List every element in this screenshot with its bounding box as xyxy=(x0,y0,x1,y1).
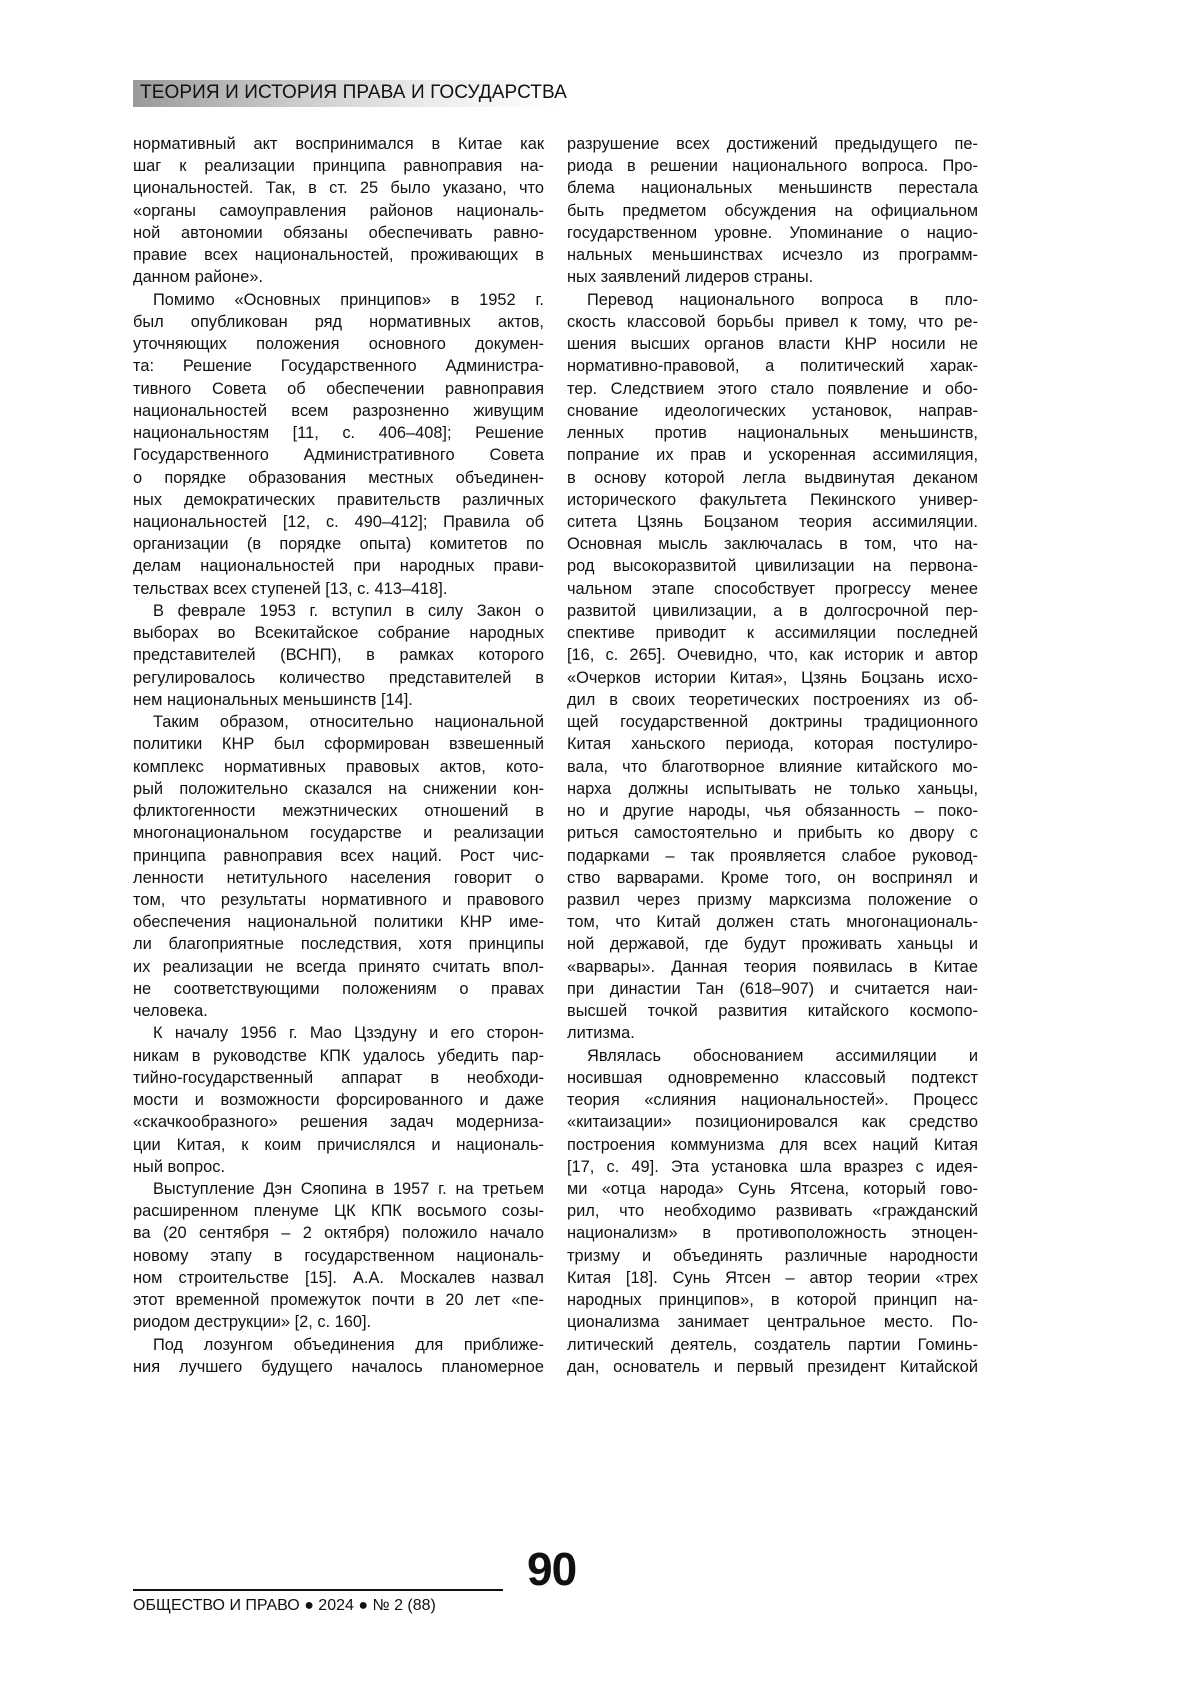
paragraph xyxy=(133,1334,544,1378)
text-line: ми «отца народа» Сунь Ятсена, который гово- xyxy=(567,1178,978,1200)
text-line: [16, с. 265]. Очевидно, что, как историк и автор xyxy=(567,644,978,666)
text-line: скость классовой борьбы привел к тому, что ре- xyxy=(567,311,978,333)
text-line: исторического факультета Пекинского универ- xyxy=(567,489,978,511)
text-line: тер. Следствием этого стало появление и обо- xyxy=(567,378,978,400)
text-line: та: Решение Государственного Администра- xyxy=(133,355,544,377)
text-line: Перевод национального вопроса в пло- xyxy=(567,289,978,311)
text-line: «китаизации» позиционировался как средство xyxy=(567,1111,978,1133)
text-line: ситета Цзянь Боцзаном теория ассимиляции. xyxy=(567,511,978,533)
text-line: политики КНР был сформирован взвешенный xyxy=(133,733,544,755)
text-line: развитой цивилизации, а в долгосрочной пер- xyxy=(567,600,978,622)
text-line: народных принципов», в которой принцип на- xyxy=(567,1289,978,1311)
text-line: рил, что необходимо развивать «гражданский xyxy=(567,1200,978,1222)
text-line: государственном уровне. Упоминание о нацио- xyxy=(567,222,978,244)
text-line: риться самостоятельно и прибыть ко двору с xyxy=(567,822,978,844)
text-line: нем национальных меньшинств [14]. xyxy=(133,689,544,711)
paragraph xyxy=(567,1045,978,1379)
text-line: нормативный акт воспринимался в Китае как xyxy=(133,133,544,155)
text-line: «Очерков истории Китая», Цзянь Боцзань исхо- xyxy=(567,667,978,689)
text-line: подарками – так проявляется слабое руковод- xyxy=(567,845,978,867)
text-line: тивного Совета об обеспечении равноправия xyxy=(133,378,544,400)
text-line: человека. xyxy=(133,1000,544,1022)
text-line: нарха должны испытывать не только ханьцы, xyxy=(567,778,978,800)
text-line: был опубликован ряд нормативных актов, xyxy=(133,311,544,333)
text-line: В феврале 1953 г. вступил в силу Закон о xyxy=(133,600,544,622)
text-line: в основу которой легла выдвинутая деканом xyxy=(567,467,978,489)
text-line: Основная мысль заключалась в том, что на- xyxy=(567,533,978,555)
text-line: комплекс нормативных правовых актов, кото- xyxy=(133,756,544,778)
text-line: ции Китая, к коим причислялся и националь- xyxy=(133,1134,544,1156)
text-line: снование идеологических установок, направ- xyxy=(567,400,978,422)
text-line: национальностям [11, с. 406–408]; Решение xyxy=(133,422,544,444)
paragraph xyxy=(567,133,978,289)
text-line: ной державой, где будут проживать ханьцы и xyxy=(567,933,978,955)
text-line: организации (в порядке опыта) комитетов по xyxy=(133,533,544,555)
paragraph xyxy=(133,1178,544,1334)
text-line: развил через призму марксизма положение о xyxy=(567,889,978,911)
text-line: никам в руководстве КПК удалось убедить пар- xyxy=(133,1045,544,1067)
text-line: построения коммунизма для всех наций Китая xyxy=(567,1134,978,1156)
text-line: высшей точкой развития китайского космопо- xyxy=(567,1000,978,1022)
text-line: расширенном пленуме ЦК КПК восьмого созы- xyxy=(133,1200,544,1222)
text-line: «органы самоуправления районов националь- xyxy=(133,200,544,222)
text-line: шения высших органов власти КНР носили не xyxy=(567,333,978,355)
paragraph xyxy=(133,711,544,1022)
text-line: национальностей [12, с. 490–412]; Правила об xyxy=(133,511,544,533)
text-line: быть предметом обсуждения на официальном xyxy=(567,200,978,222)
text-line: ство варварами. Кроме того, он воспринял и xyxy=(567,867,978,889)
text-line: их реализации не всегда принято считать впол- xyxy=(133,956,544,978)
text-line: тризму и объединять различные народности xyxy=(567,1245,978,1267)
text-line: мости и возможности форсированного и даже xyxy=(133,1089,544,1111)
text-line: блема национальных меньшинств перестала xyxy=(567,177,978,199)
text-line: Являлась обоснованием ассимиляции и xyxy=(567,1045,978,1067)
text-line: тельствах всех ступеней [13, с. 413–418]. xyxy=(133,578,544,600)
text-line: о порядке образования местных объединен- xyxy=(133,467,544,489)
text-line: [17, с. 49]. Эта установка шла вразрез с идея- xyxy=(567,1156,978,1178)
text-line: ном строительстве [15]. А.А. Москалев назвал xyxy=(133,1267,544,1289)
text-line: ленности нетитульного населения говорит о xyxy=(133,867,544,889)
text-line: ных демократических правительств различных xyxy=(133,489,544,511)
text-line: принципа равноправия всех наций. Рост чис- xyxy=(133,845,544,867)
text-line: Под лозунгом объединения для приближе- xyxy=(133,1334,544,1356)
section-title: ТЕОРИЯ И ИСТОРИЯ ПРАВА И ГОСУДАРСТВА xyxy=(140,82,567,104)
text-line: ных заявлений лидеров страны. xyxy=(567,266,978,288)
text-line: фликтогенности межэтнических отношений в xyxy=(133,800,544,822)
text-line: ционализма занимает центральное место. По- xyxy=(567,1311,978,1333)
text-line: род высокоразвитой цивилизации на первона- xyxy=(567,555,978,577)
text-line: национализм» в противоположность этноцен- xyxy=(567,1222,978,1244)
text-line: Выступление Дэн Сяопина в 1957 г. на третьем xyxy=(133,1178,544,1200)
text-line: спективе приводит к ассимиляции последней xyxy=(567,622,978,644)
text-line: «варвары». Данная теория появилась в Китае xyxy=(567,956,978,978)
text-line: «скачкообразного» решения задач модерниза- xyxy=(133,1111,544,1133)
left-column xyxy=(133,133,544,1378)
text-line: правие всех национальностей, проживающих в xyxy=(133,244,544,266)
text-line: носившая одновременно классовый подтекст xyxy=(567,1067,978,1089)
text-line: ной автономии обязаны обеспечивать равно- xyxy=(133,222,544,244)
text-line: представителей (ВСНП), в рамках которого xyxy=(133,644,544,666)
text-line: риодом деструкции» [2, с. 160]. xyxy=(133,1311,544,1333)
text-line: ва (20 сентября – 2 октября) положило начало xyxy=(133,1222,544,1244)
text-line: Помимо «Основных принципов» в 1952 г. xyxy=(133,289,544,311)
paragraph xyxy=(133,600,544,711)
paragraph xyxy=(133,133,544,289)
text-line: Китая ханьского периода, которая постулиро- xyxy=(567,733,978,755)
text-line: обеспечения национальной политики КНР име- xyxy=(133,911,544,933)
text-line: ный вопрос. xyxy=(133,1156,544,1178)
text-line: тийно-государственный аппарат в необходи- xyxy=(133,1067,544,1089)
text-line: регулировалось количество представителей в xyxy=(133,667,544,689)
text-line: данном районе». xyxy=(133,266,544,288)
text-line: литический деятель, создатель партии Гоминь- xyxy=(567,1334,978,1356)
text-line: шаг к реализации принципа равноправия на- xyxy=(133,155,544,177)
text-line: дан, основатель и первый президент Китайской xyxy=(567,1356,978,1378)
text-line: попрание их прав и ускоренная ассимиляция, xyxy=(567,444,978,466)
text-line: этот временной промежуток почти в 20 лет «пе- xyxy=(133,1289,544,1311)
text-line: нормативно-правовой, а политический харак- xyxy=(567,355,978,377)
text-line: Государственного Административного Совета xyxy=(133,444,544,466)
text-line: не соответствующими положениям о правах xyxy=(133,978,544,1000)
text-line: уточняющих положения основного докумен- xyxy=(133,333,544,355)
text-line: Таким образом, относительно национальной xyxy=(133,711,544,733)
text-line: но и другие народы, чья обязанность – поко- xyxy=(567,800,978,822)
text-line: национальностей всем разрозненно живущим xyxy=(133,400,544,422)
text-line: том, что результаты нормативного и правового xyxy=(133,889,544,911)
text-line: литизма. xyxy=(567,1022,978,1044)
text-line: ли благоприятные последствия, хотя принципы xyxy=(133,933,544,955)
text-line: вала, что благотворное влияние китайского мо- xyxy=(567,756,978,778)
text-line: Китая [18]. Сунь Ятсен – автор теории «трех xyxy=(567,1267,978,1289)
paragraph xyxy=(133,289,544,600)
text-line: многонациональном государстве и реализации xyxy=(133,822,544,844)
text-line: чальном этапе способствует прогрессу менее xyxy=(567,578,978,600)
right-column xyxy=(567,133,978,1378)
text-line: циональностей. Так, в ст. 25 было указано, что xyxy=(133,177,544,199)
text-line: ленных против национальных меньшинств, xyxy=(567,422,978,444)
text-line: дил в своих теоретических построениях из об- xyxy=(567,689,978,711)
page-number: 90 xyxy=(527,1542,576,1596)
text-line: К началу 1956 г. Мао Цзэдуну и его сторон- xyxy=(133,1022,544,1044)
text-line: теория «слияния национальностей». Процесс xyxy=(567,1089,978,1111)
paragraph xyxy=(567,289,978,1045)
text-line: при династии Тан (618–907) и считается наи- xyxy=(567,978,978,1000)
paragraph xyxy=(133,1022,544,1178)
text-line: риода в решении национального вопроса. Про- xyxy=(567,155,978,177)
text-line: ния лучшего будущего началось планомерное xyxy=(133,1356,544,1378)
footer-divider xyxy=(133,1589,503,1591)
text-line: новому этапу в государственном националь- xyxy=(133,1245,544,1267)
text-line: щей государственной доктрины традиционного xyxy=(567,711,978,733)
text-line: рый положительно сказался на снижении кон- xyxy=(133,778,544,800)
text-line: том, что Китай должен стать многонациональ- xyxy=(567,911,978,933)
journal-info: ОБЩЕСТВО И ПРАВО ● 2024 ● № 2 (88) xyxy=(133,1597,436,1615)
text-line: делам национальностей при народных прави- xyxy=(133,555,544,577)
text-line: нальных меньшинствах исчезло из программ- xyxy=(567,244,978,266)
text-line: разрушение всех достижений предыдущего пе- xyxy=(567,133,978,155)
text-line: выборах во Всекитайское собрание народных xyxy=(133,622,544,644)
